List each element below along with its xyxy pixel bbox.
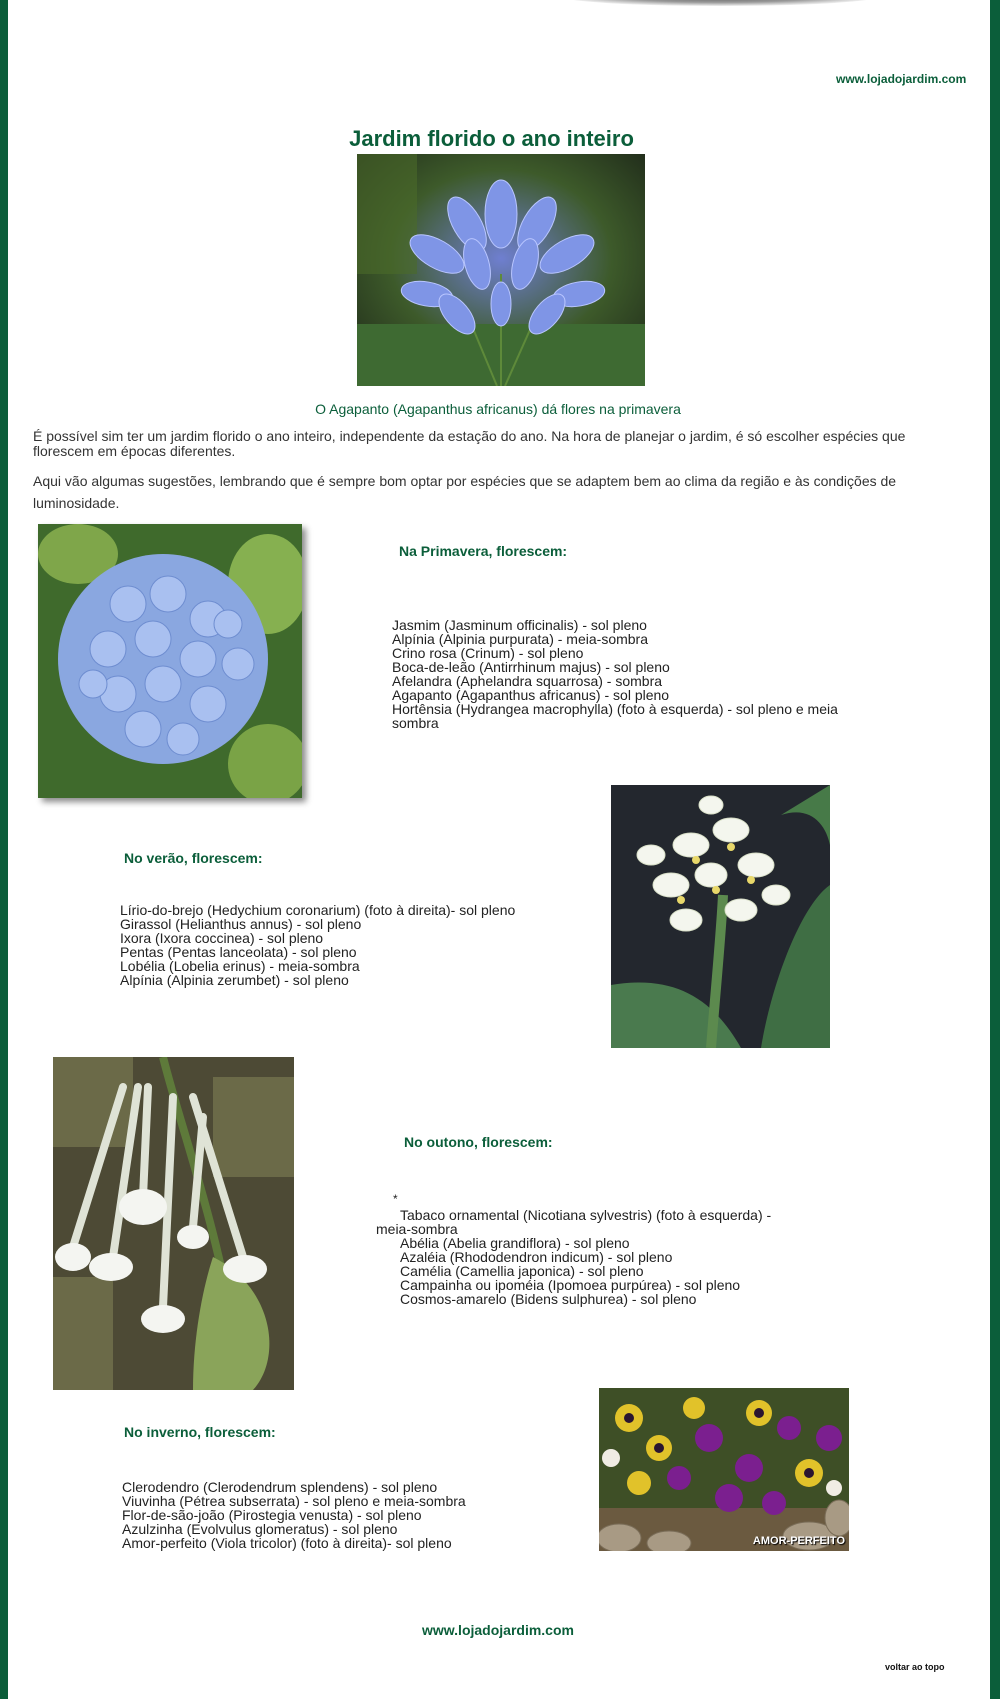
pansy-photo-label: AMOR-PERFEITO <box>752 1535 845 1547</box>
summer-heading: No verão, florescem: <box>124 850 263 866</box>
top-decoration <box>560 0 880 6</box>
spring-heading: Na Primavera, florescem: <box>399 543 568 559</box>
intro-paragraph-1: É possível sim ter um jardim florido o ano inteiro, independente da estação do ano. Na hora de planejar o jardim, é só escolher espécies que florescem em épocas diferentes. <box>33 428 906 459</box>
left-border <box>0 0 8 1699</box>
winter-list: Clerodendro (Clerodendrum splendens) - sol pleno Viuvinha (Pétrea subserrata) - sol pleno e meia-sombra Flor-de-são-joão (Pirostegia venusta) - sol pleno Azulzinha (Evolvulus glomeratus) - sol pleno Amor-perfeito (Viola tricolor) (foto à direita)- sol pleno <box>122 1479 466 1551</box>
site-link-footer[interactable]: www.lojadojardim.com <box>422 1622 574 1638</box>
winter-heading: No inverno, florescem: <box>124 1424 276 1440</box>
autumn-list: Abélia (Abelia grandiflora) - sol pleno Azaléia (Rhododendron indicum) - sol pleno Camélia (Camellia japonica) - sol pleno Campainha ou ipoméia (Ipomoea purpúrea) - sol pleno Cosmos-amarelo (Bidens sulphurea) - sol pleno <box>400 1235 741 1307</box>
hydrangea-photo <box>38 524 302 798</box>
ginger-lily-photo <box>611 785 830 1048</box>
summer-list: Lírio-do-brejo (Hedychium coronarium) (foto à direita)- sol pleno Girassol (Helianthus annus) - sol pleno Ixora (Ixora coccinea) - sol pleno Pentas (Pentas lanceolata) - sol pleno Lobélia (Lobelia erinus) - meia-sombra Alpínia (Alpinia zerumbet) - sol pleno <box>120 902 516 988</box>
back-to-top-link[interactable]: voltar ao topo <box>885 1662 945 1672</box>
agapanthus-photo <box>357 154 645 386</box>
spring-list: Jasmim (Jasminum officinalis) - sol pleno Alpínia (Alpinia purpurata) - meia-sombra Crino rosa (Crinum) - sol pleno Boca-de-leão (Antirrhinum majus) - sol pleno Afelandra (Aphelandra squarrosa) - sombra Agapanto (Agapanthus africanus) - sol pleno Hortênsia (Hydrangea macrophylla) (foto à esquerda) - sol pleno e meia sombra <box>392 617 838 731</box>
pansy-photo <box>599 1388 849 1551</box>
autumn-heading: No outono, florescem: <box>404 1134 553 1150</box>
autumn-bullet: * <box>393 1192 398 1206</box>
autumn-item-first: Tabaco ornamental (Nicotiana sylvestris) (foto à esquerda) - <box>400 1207 772 1223</box>
site-link-top[interactable]: www.lojadojardim.com <box>836 72 967 86</box>
intro-paragraph-2: Aqui vão algumas sugestões, lembrando que é sempre bom optar por espécies que se adaptem bem ao clima da região e às condições de luminosidade. <box>33 473 897 511</box>
hero-caption: O Agapanto (Agapanthus africanus) dá flores na primavera <box>315 401 681 417</box>
autumn-item-first-cont: meia-sombra <box>376 1221 458 1237</box>
right-border <box>990 0 1000 1699</box>
page-title: Jardim florido o ano inteiro <box>349 126 634 151</box>
tobacco-photo <box>53 1057 294 1390</box>
